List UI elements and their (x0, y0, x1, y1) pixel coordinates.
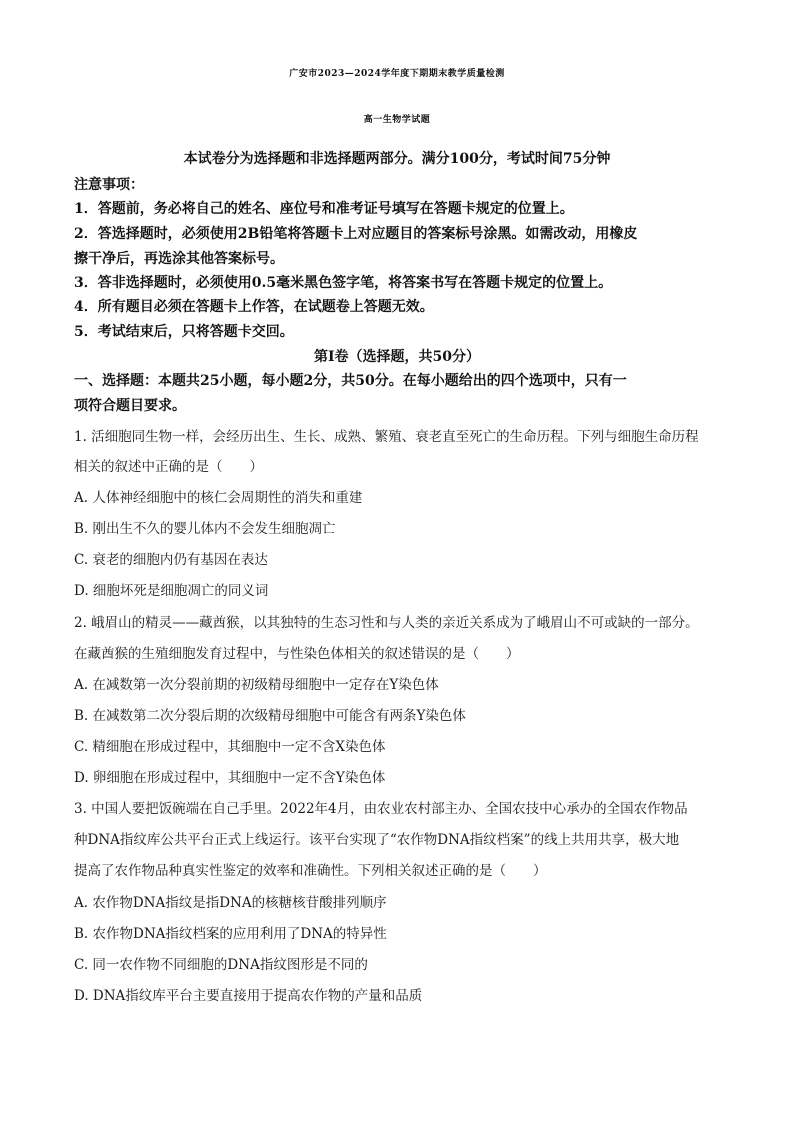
notice-item: 4．所有题目必须在答题卡上作答，在试题卷上答题无效。 (74, 299, 434, 315)
notice-item: 擦干净后，再选涂其他答案标号。 (74, 251, 284, 267)
question-option: B. 农作物DNA指纹档案的应用利用了DNA的特异性 (74, 926, 387, 942)
question-stem: 在藏酋猴的生殖细胞发育过程中，与性染色体相关的叙述错误的是（ ） (74, 646, 520, 662)
question-option: D. 卵细胞在形成过程中，其细胞中一定不含Y染色体 (74, 770, 386, 786)
question-option: B. 刚出生不久的婴儿体内不会发生细胞凋亡 (74, 521, 336, 537)
notice-item: 1．答题前，务必将自己的姓名、座位号和准考证号填写在答题卡规定的位置上。 (74, 201, 574, 217)
question-stem: 提高了农作物品种真实性鉴定的效率和准确性。下列相关叙述正确的是（ ） (74, 863, 547, 879)
notice-item: 3．答非选择题时，必须使用0.5毫米黑色签字笔，将答案书写在答题卡规定的位置上。 (74, 275, 613, 291)
notice-item: 2．答选择题时，必须使用2B铅笔将答题卡上对应题目的答案标号涂黑。如需改动，用橡皮 (74, 226, 638, 242)
question-option: B. 在减数第二次分裂后期的次级精母细胞中可能含有两条Y染色体 (74, 708, 466, 724)
section-title: 第Ⅰ卷（选择题，共50分） (313, 349, 481, 365)
question-option: D. 细胞坏死是细胞凋亡的同义词 (74, 583, 269, 599)
question-stem: 1. 活细胞同生物一样，会经历出生、生长、成熟、繁殖、衰老直至死亡的生命历程。下列与细胞生命历程 (74, 429, 699, 445)
question-option: A. 人体神经细胞中的核仁会周期性的消失和重建 (74, 490, 363, 506)
question-stem: 3. 中国人要把饭碗端在自己手里。2022年4月，由农业农村部主办、全国农技中心承办的全国农作物品 (74, 801, 688, 817)
question-option: C. 精细胞在形成过程中，其细胞中一定不含X染色体 (74, 739, 386, 755)
question-stem: 2. 峨眉山的精灵——藏酋猴，以其独特的生态习性和与人类的亲近关系成为了峨眉山不可或缺的一部分。 (74, 615, 699, 631)
section-instruction: 项符合题目要求。 (74, 398, 186, 414)
question-option: C. 同一农作物不同细胞的DNA指纹图形是不同的 (74, 957, 368, 973)
exam-subtitle: 高一生物学试题 (363, 115, 431, 125)
question-option: A. 农作物DNA指纹是指DNA的核糖核苷酸排列顺序 (74, 895, 387, 911)
question-stem: 种DNA指纹库公共平台正式上线运行。该平台实现了“农作物DNA指纹档案”的线上共用共享，极大地 (74, 832, 680, 848)
question-option: C. 衰老的细胞内仍有基因在表达 (74, 552, 268, 568)
section-instruction: 一、选择题：本题共25小题，每小题2分，共50分。在每小题给出的四个选项中，只有一 (74, 373, 627, 389)
exam-info: 本试卷分为选择题和非选择题两部分。满分100分，考试时间75分钟 (183, 151, 611, 167)
exam-title: 广安市2023—2024学年度下期期末教学质量检测 (289, 69, 505, 79)
question-option: D. DNA指纹库平台主要直接用于提高农作物的产量和品质 (74, 988, 423, 1004)
notice-item: 5．考试结束后，只将答题卡交回。 (74, 324, 294, 340)
notice-heading: 注意事项： (74, 177, 144, 193)
question-option: A. 在减数第一次分裂前期的初级精母细胞中一定存在Y染色体 (74, 677, 439, 693)
question-stem: 相关的叙述中正确的是（ ） (74, 459, 263, 475)
